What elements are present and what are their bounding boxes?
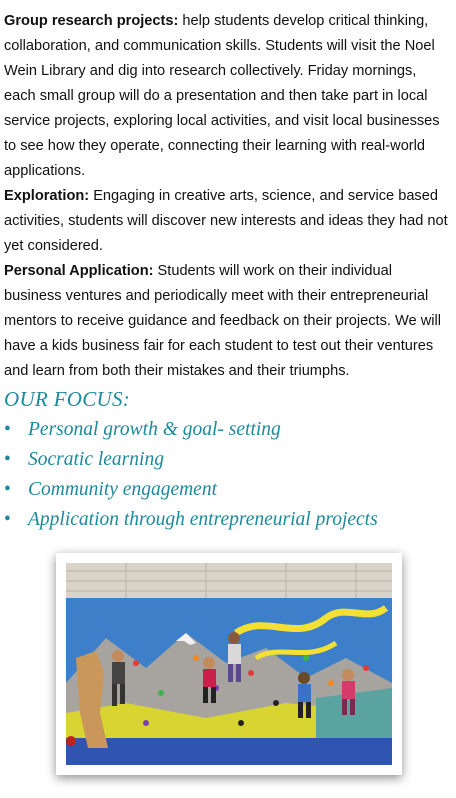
focus-item-text: Community engagement bbox=[28, 479, 218, 500]
paragraph-label: Personal Application: bbox=[4, 263, 154, 279]
focus-list-item bbox=[4, 505, 452, 535]
focus-list-item bbox=[4, 445, 452, 475]
paragraph-personal-application bbox=[4, 259, 452, 384]
paragraph-exploration bbox=[4, 184, 452, 259]
paragraph-group-research bbox=[4, 9, 452, 184]
paragraph-text: help students develop critical thinking, collaboration, and communication skills. Students will visit the Noel Wein Library and dig into research collectively. Friday mornings, each small group will do a presentation and then take part in local service projects, exploring local activities, and visit local businesses to see how they operate, connecting their learning with real-world applications. bbox=[4, 13, 440, 179]
climbing-wall-photo bbox=[56, 553, 402, 775]
paragraph-text: Engaging in creative arts, science, and service based activities, students will discover new interests and ideas they had not yet considered. bbox=[4, 188, 448, 254]
focus-item-text: Socratic learning bbox=[28, 449, 164, 470]
document-body bbox=[4, 9, 452, 535]
paragraph-text: Students will work on their individual business ventures and periodically meet with their entrepreneurial mentors to receive guidance and feedback on their projects. We will have a kids business fair for each student to test out their ventures and learn from both their mistakes and their triumphs. bbox=[4, 263, 441, 379]
focus-list-item bbox=[4, 415, 452, 445]
bullet-icon: • bbox=[4, 449, 11, 470]
paragraph-label: Exploration: bbox=[4, 188, 90, 204]
focus-heading: OUR FOCUS: bbox=[4, 387, 131, 411]
ceiling bbox=[66, 563, 392, 603]
focus-item-text: Personal growth & goal- setting bbox=[28, 419, 281, 440]
focus-list-item bbox=[4, 475, 452, 505]
floor-mat bbox=[66, 738, 392, 765]
bullet-icon: • bbox=[4, 509, 11, 530]
photo-image bbox=[66, 563, 392, 765]
bullet-icon: • bbox=[4, 419, 11, 440]
paragraph-label: Group research projects: bbox=[4, 13, 179, 29]
focus-list bbox=[4, 415, 452, 535]
bullet-icon: • bbox=[4, 479, 11, 500]
focus-item-text: Application through entrepreneurial projects bbox=[28, 509, 378, 530]
